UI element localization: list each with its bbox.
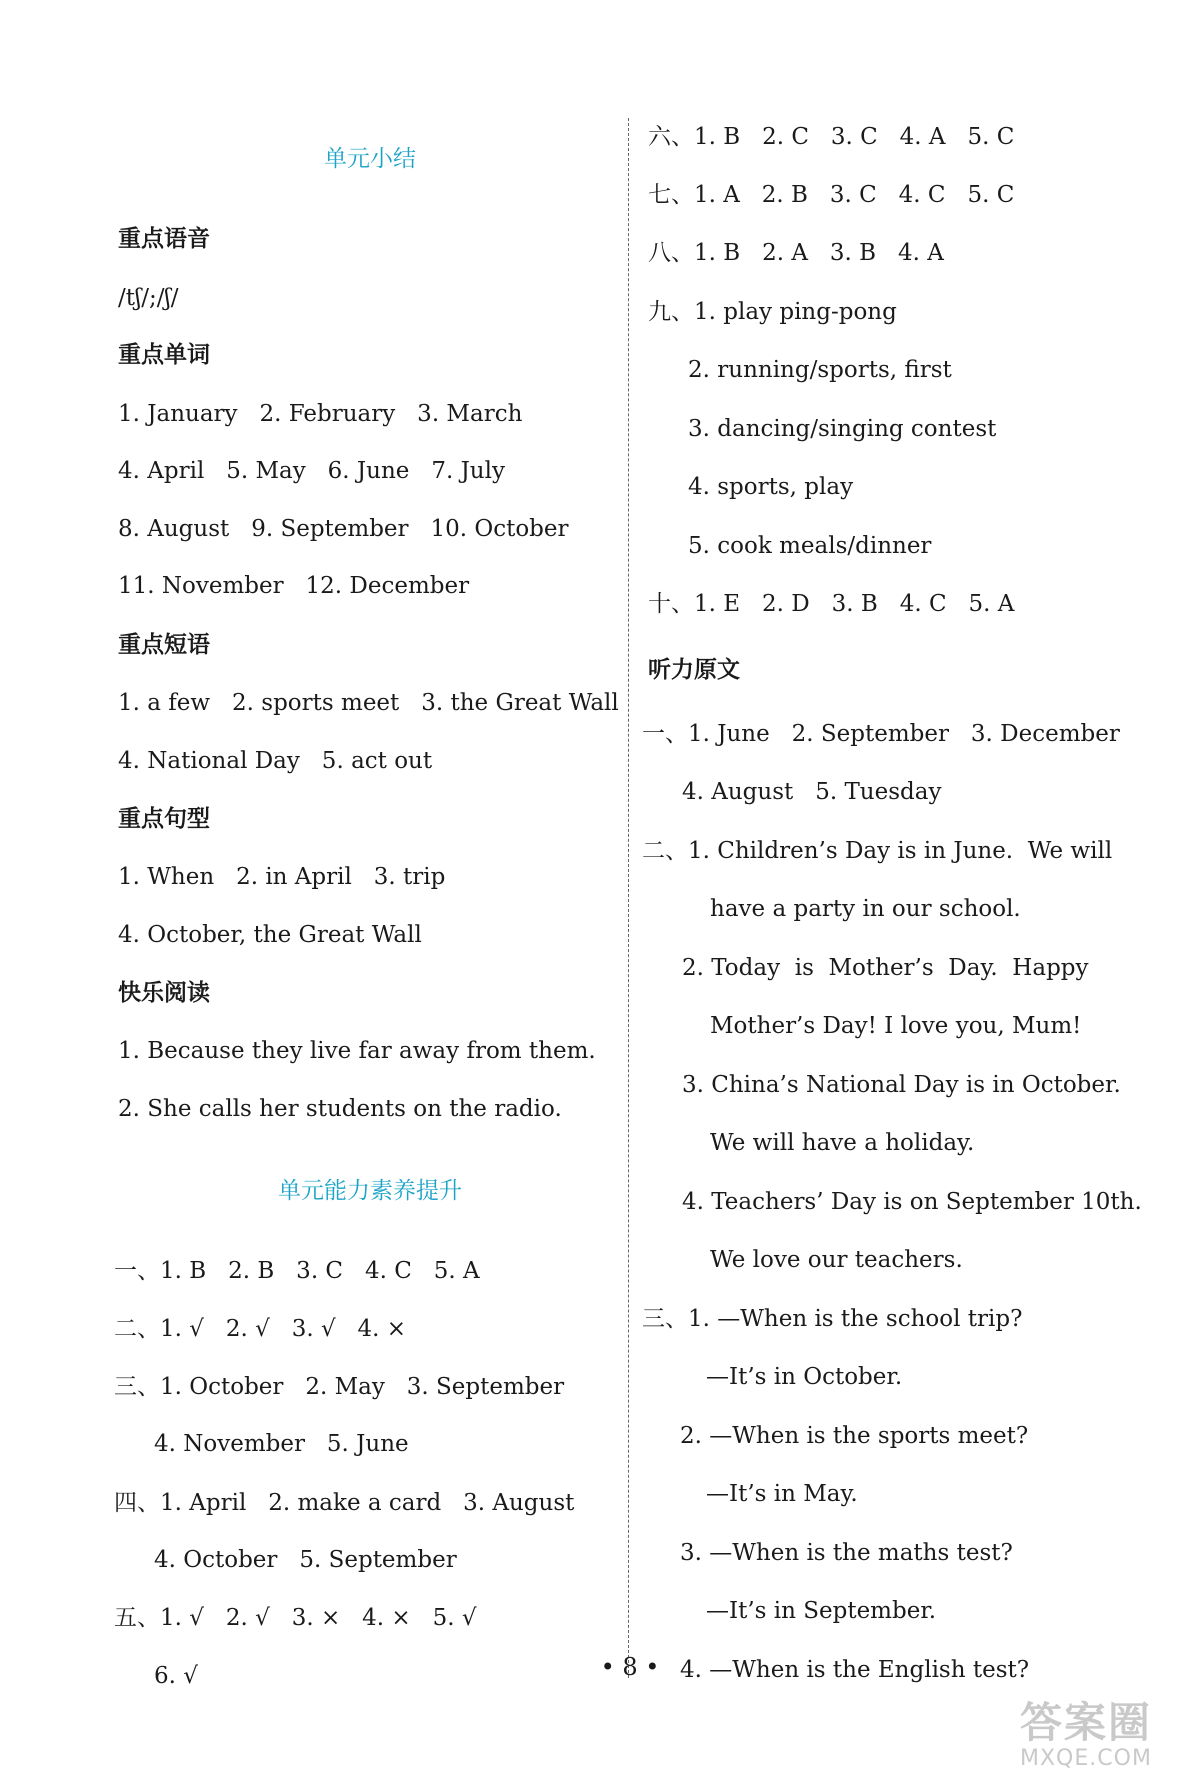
listening-line-14: —It’s in May. [706, 1481, 858, 1507]
unit-summary-title: 单元小结 [324, 146, 416, 172]
heading-happy-reading: 快乐阅读 [118, 980, 210, 1006]
unit-ability-title: 单元能力素养提升 [278, 1178, 462, 1204]
heading-key-sentences: 重点句型 [118, 806, 210, 832]
right-answer-line-6: 3. dancing/singing contest [688, 416, 997, 442]
right-answer-line-5: 2. running/sports, first [688, 357, 952, 383]
listening-line-7: 3. China’s National Day is in October. [682, 1072, 1121, 1098]
heading-key-words: 重点单词 [118, 342, 210, 368]
answer-line-6: 4. October 5. September [154, 1547, 457, 1573]
listening-line-1: 一、1. June 2. September 3. December [642, 721, 1120, 747]
listening-line-2: 4. August 5. Tuesday [682, 779, 942, 805]
reading-line-1: 1. Because they live far away from them. [118, 1038, 596, 1064]
heading-listening-text: 听力原文 [648, 657, 740, 683]
answer-line-4: 4. November 5. June [154, 1431, 409, 1457]
phrases-line-2: 4. National Day 5. act out [118, 748, 433, 774]
words-line-2: 4. April 5. May 6. June 7. July [118, 458, 505, 484]
answer-line-5: 四、1. April 2. make a card 3. August [114, 1490, 575, 1516]
phrases-line-1: 1. a few 2. sports meet 3. the Great Wall [118, 690, 619, 716]
right-answer-line-4: 九、1. play ping-pong [648, 299, 897, 325]
watermark-text: 答案圈 [1020, 1698, 1153, 1747]
right-answer-line-8: 5. cook meals/dinner [688, 533, 932, 559]
right-answer-line-2: 七、1. A 2. B 3. C 4. C 5. C [648, 182, 1015, 208]
column-divider [628, 118, 629, 1678]
words-line-1: 1. January 2. February 3. March [118, 401, 523, 427]
answer-line-1: 一、1. B 2. B 3. C 4. C 5. A [114, 1258, 480, 1284]
listening-line-8: We will have a holiday. [710, 1130, 975, 1156]
sentences-line-1: 1. When 2. in April 3. trip [118, 864, 446, 890]
answer-line-3: 三、1. October 2. May 3. September [114, 1374, 565, 1400]
sentences-line-2: 4. October, the Great Wall [118, 922, 422, 948]
listening-line-11: 三、1. —When is the school trip? [642, 1306, 1023, 1332]
words-line-4: 11. November 12. December [118, 573, 470, 599]
watermark-url: MXQE.COM [1020, 1746, 1152, 1771]
watermark-logo [1020, 1700, 1190, 1780]
listening-line-9: 4. Teachers’ Day is on September 10th. [682, 1189, 1142, 1215]
reading-line-2: 2. She calls her students on the radio. [118, 1096, 562, 1122]
heading-key-phrases: 重点短语 [118, 632, 210, 658]
listening-line-6: Mother’s Day! I love you, Mum! [710, 1013, 1082, 1039]
answer-line-2: 二、1. √ 2. √ 3. √ 4. × [114, 1316, 407, 1342]
listening-line-10: We love our teachers. [710, 1247, 963, 1273]
heading-key-sounds: 重点语音 [118, 226, 210, 252]
page-number: • 8 • [600, 1653, 660, 1681]
listening-line-13: 2. —When is the sports meet? [680, 1423, 1029, 1449]
listening-line-17: 4. —When is the English test? [680, 1657, 1030, 1683]
sounds-line: /tʃ/;/ʃ/ [118, 285, 179, 311]
right-answer-line-9: 十、1. E 2. D 3. B 4. C 5. A [648, 591, 1015, 617]
right-answer-line-1: 六、1. B 2. C 3. C 4. A 5. C [648, 124, 1015, 150]
listening-line-4: have a party in our school. [710, 896, 1021, 922]
words-line-3: 8. August 9. September 10. October [118, 516, 569, 542]
listening-line-5: 2. Today is Mother’s Day. Happy [682, 955, 1089, 981]
listening-line-16: —It’s in September. [706, 1598, 937, 1624]
listening-line-12: —It’s in October. [706, 1364, 903, 1390]
answer-line-7: 五、1. √ 2. √ 3. × 4. × 5. √ [114, 1605, 477, 1631]
right-answer-line-7: 4. sports, play [688, 474, 854, 500]
answer-line-8: 6. √ [154, 1663, 198, 1689]
listening-line-3: 二、1. Children’s Day is in June. We will [642, 838, 1113, 864]
right-answer-line-3: 八、1. B 2. A 3. B 4. A [648, 240, 944, 266]
listening-line-15: 3. —When is the maths test? [680, 1540, 1013, 1566]
